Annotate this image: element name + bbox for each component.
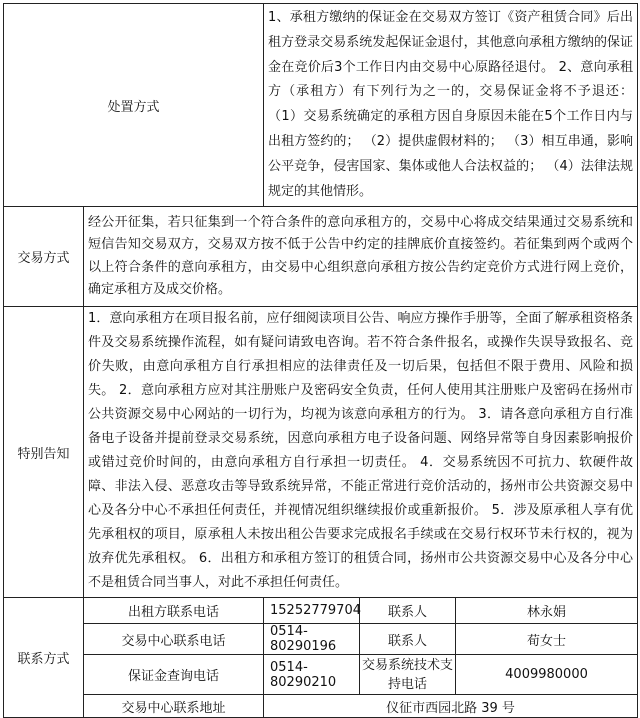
contact-address-name: 交易中心联系地址 <box>84 695 264 718</box>
contact-row-key2: 联系人 <box>360 598 456 624</box>
contact-row-value2: 林永娟 <box>456 598 638 624</box>
contact-row-value: 0514-80290196 <box>264 624 360 655</box>
contact-row-value2: 4009980000 <box>456 655 638 695</box>
trade-label: 交易方式 <box>4 207 84 307</box>
contact-address-value: 仪征市西园北路 39 号 <box>264 695 638 718</box>
notice-text: 1．意向承租方在项目报名前，应仔细阅读项目公告、响应方操作手册等，全面了解承租资格条件及交易系统操作流程，如有疑问请致电咨询。若不符合条件报名，或操作失误导致报名、竞价失败，由意向承租方自行承担相应的法律责任及一切后果，包括但不限于费用、风险和损失。 2．意向承租方应对其注册账户及密码安全负责，任何人使用其注册账户及密码在扬州市公共资源交易中心网站的一切行为，均视为该意向承租方的行为。 3．请各意向承租方自行准备电子设备并提前登录交易系统，因意向承租方电子设备问题、网络异常等自身因素影响报价或错过竞价时间的，由意向承租方自行承担一切责任。 4．交易系统因不可抗力、软硬件故障、非法入侵、恶意攻击等导致系统异常，不能正常进行竞价活动的，扬州市公共资源交易中心及各分中心不承担任何责任，并视情况组织继续报价或重新报价。 5．涉及原承租人享有优先承租权的项目，原承租人未按出租公告要求完成报名手续或在交易行权环节未行权的，视为放弃优先承租权。 6．出租方和承租方签订的租赁合同，扬州市公共资源交易中心及各分中心不是租赁合同当事人，对此不承担任何责任。 <box>84 307 638 598</box>
contact-row-name: 出租方联系电话 <box>84 598 264 624</box>
contact-row-name: 交易中心联系电话 <box>84 624 264 655</box>
contact-address-row <box>4 695 638 718</box>
trade-row <box>4 207 638 307</box>
contact-row-key2: 联系人 <box>360 624 456 655</box>
contact-row <box>4 598 638 624</box>
notice-label: 特别告知 <box>4 307 84 598</box>
disposal-text: 1、承租方缴纳的保证金在交易双方签订《资产租赁合同》后出租方登录交易系统发起保证金退付，其他意向承租方缴纳的保证金在竞价后3个工作日内由交易中心原路径退付。 2、意向承租方（承租方）有下列行为之一的，交易保证金将不予退还： （1）交易系统确定的承租方因自身原因未能在5个工作日内与出租方签约的； （2）提供虚假材料的； （3）相互串通，影响公平竞争，侵害国家、集体或他人合法权益的； （4）法律法规规定的其他情形。 <box>264 4 638 207</box>
contact-row-value: 15252779704 <box>264 598 360 624</box>
contact-row-value: 0514-80290210 <box>264 655 360 695</box>
disposal-row <box>4 4 638 207</box>
contact-row <box>4 624 638 655</box>
notice-row <box>4 307 638 598</box>
contact-row-value2: 荀女士 <box>456 624 638 655</box>
info-table <box>3 3 638 718</box>
contact-row-name: 保证金查询电话 <box>84 655 264 695</box>
contact-row-key2: 交易系统技术支持电话 <box>360 655 456 695</box>
contact-label: 联系方式 <box>4 598 84 718</box>
disposal-label: 处置方式 <box>4 4 264 207</box>
trade-text: 经公开征集，若只征集到一个符合条件的意向承租方的，交易中心将成交结果通过交易系统和短信告知交易双方，交易双方按不低于公告中约定的挂牌底价直接签约。若征集到两个或两个以上符合条件的意向承租方，由交易中心组织意向承租方按公告约定竞价方式进行网上竞价，确定承租方及成交价格。 <box>84 207 638 307</box>
